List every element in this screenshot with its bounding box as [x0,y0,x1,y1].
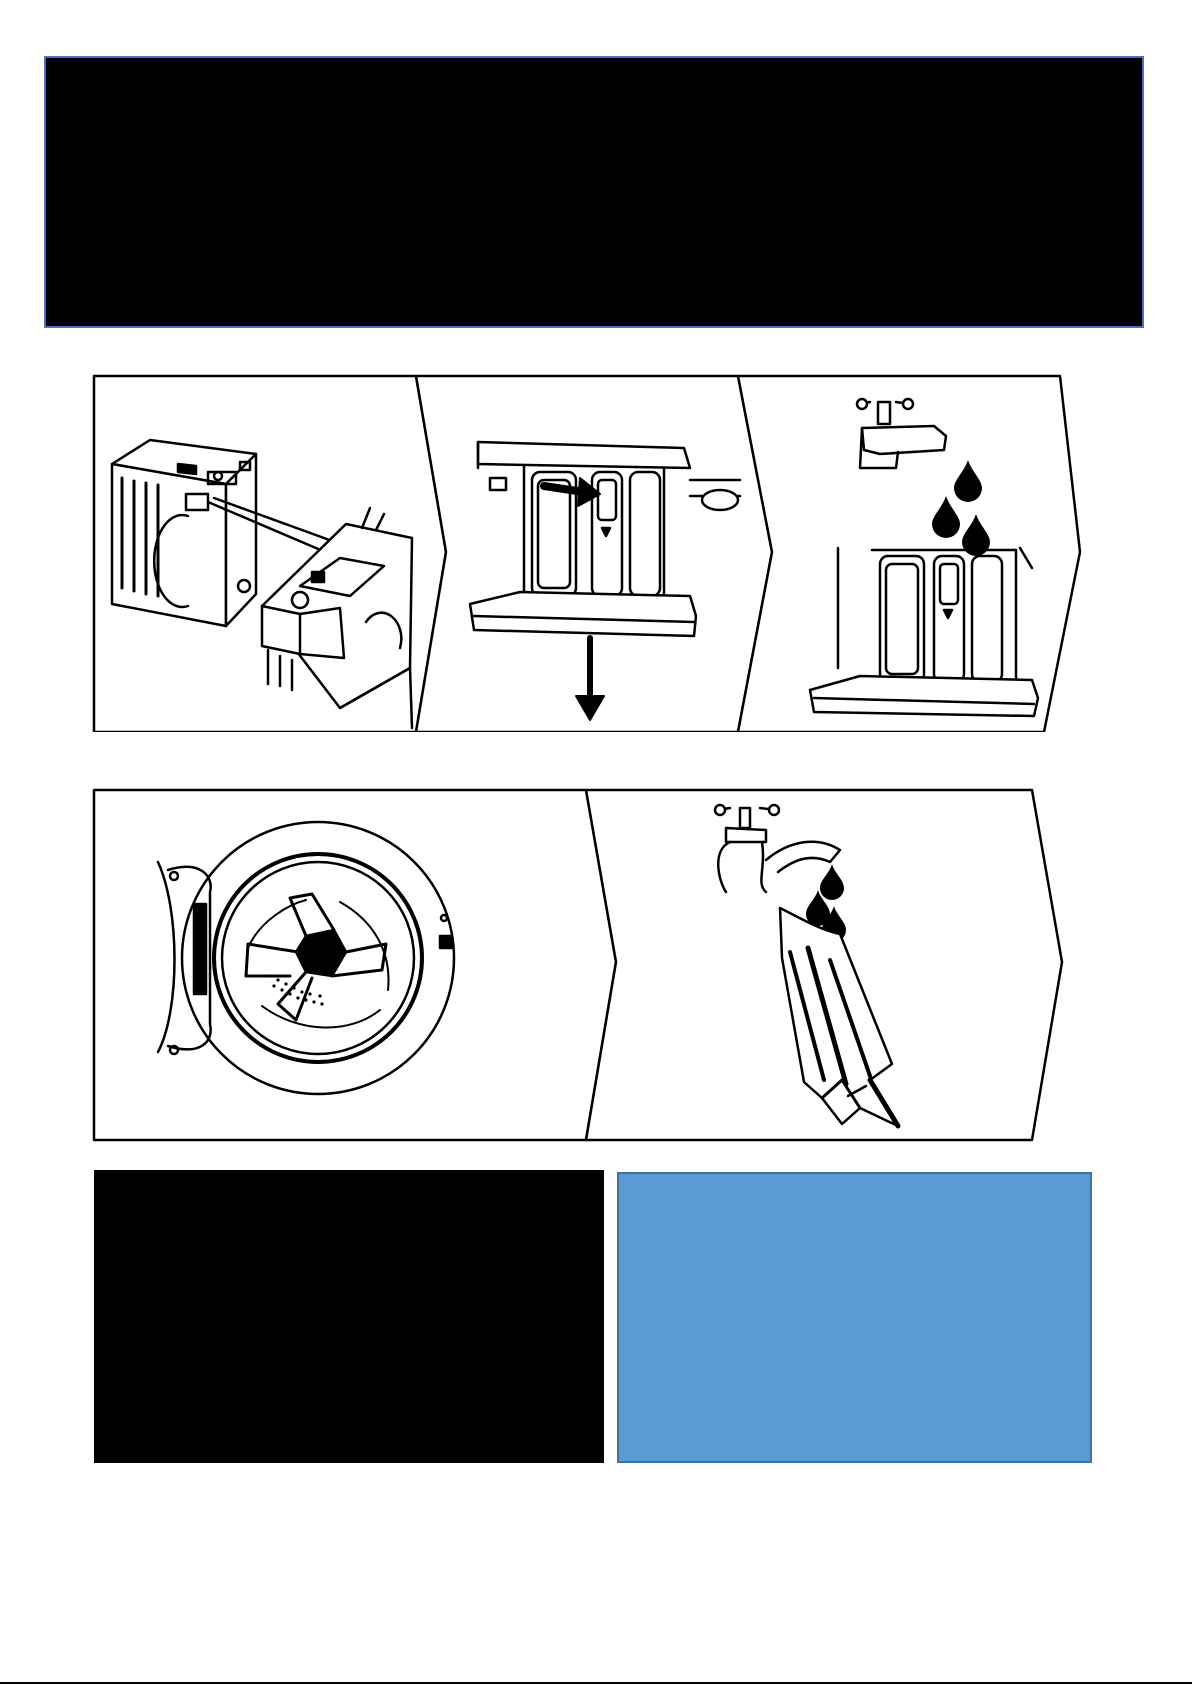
banner-text [46,58,1142,106]
step-5-panel [586,790,1062,1140]
note-box-right [617,1172,1092,1463]
note-box-left [94,1170,604,1463]
steps-row-bottom [0,780,1192,1144]
header-banner [44,56,1144,328]
page-bottom-rule [0,1682,1192,1684]
note-left-text [94,1170,604,1218]
step-1-panel [94,376,446,732]
note-right-text [619,1174,1090,1222]
step-4-panel [94,790,616,1140]
step-3-panel [738,376,1080,732]
steps-row-top [0,368,1192,732]
step-2-panel [416,376,772,732]
